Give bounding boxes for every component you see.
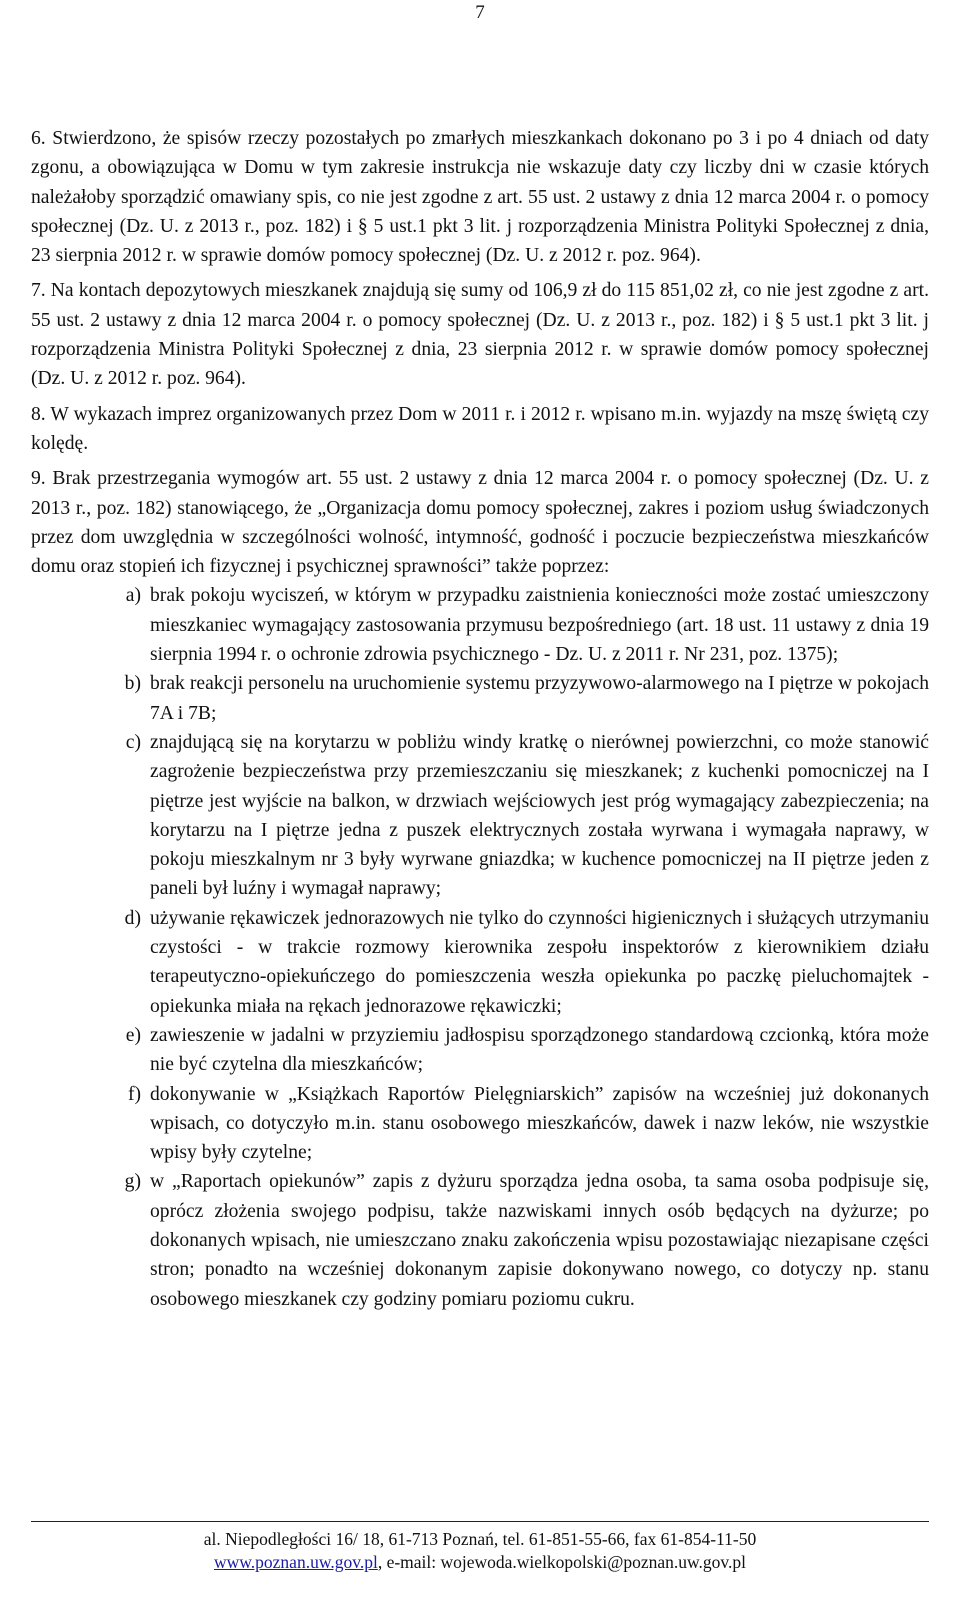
page-number: 7	[475, 2, 485, 23]
footer-divider	[31, 1521, 929, 1522]
list-item	[31, 1021, 929, 1080]
list-item	[31, 1080, 929, 1168]
list-item-text: brak pokoju wyciszeń, w którym w przypadku zaistnienia konieczności może zostać umieszczony mieszkaniec wymagający zastosowania przymusu bezpośredniego (art. 18 ust. 11 ustawy z dnia 19 sierpnia 1994 r. o ochronie zdrowia psychicznego - Dz. U. z 2011 r. Nr 231, poz. 1375);	[150, 585, 929, 666]
footer	[0, 1528, 960, 1574]
findings-list	[31, 581, 929, 1313]
list-item-text: w „Raportach opiekunów” zapis z dyżuru sporządza jedna osoba, ta sama osoba podpisuje się, oprócz złożenia swojego podpisu, także nazwiskami innych osób będących na dyżurze; po dokonanych wpisach, nie umieszczano znaku zakończenia wpisu pozostawiając niezapisane części stron; ponadto na wcześniej dokonanym zapisie dokonywano nowego, co dotyczy np. stanu osobowego mieszkanek czy godziny pomiaru poziomu cukru.	[150, 1171, 929, 1310]
list-item	[31, 669, 929, 728]
list-item-text: znajdującą się na korytarzu w pobliżu windy kratkę o nierównej powierzchni, co może stanowić zagrożenie bezpieczeństwa przy przemieszczaniu się mieszkanek; z kuchenki pomocniczej na I piętrze jest wyjście na balkon, w drzwiach wejściowych jest próg wymagający zabezpieczenia; na korytarzu na I piętrze jedna z puszek elektrycznych została wyrwana i wymagała naprawy, w pokoju mieszkalnym nr 3 były wyrwane gniazdka; w kuchence pomocniczej na II piętrze jeden z paneli był luźny i wymagał naprawy;	[150, 731, 929, 900]
list-item-text: brak reakcji personelu na uruchomienie systemu przyzywowo-alarmowego na I piętrze w pokojach 7A i 7B;	[150, 673, 929, 724]
list-item	[31, 904, 929, 1021]
list-item-marker: d)	[124, 907, 141, 929]
list-item	[31, 728, 929, 904]
list-item	[31, 581, 929, 669]
email-address: wojewoda.wielkopolski@poznan.uw.gov.pl	[440, 1552, 746, 1572]
list-item-marker: f)	[127, 1083, 141, 1105]
list-item-text: dokonywanie w „Książkach Raportów Pielęgniarskich” zapisów na wcześniej już dokonanych wpisach, co dotyczyło m.in. stanu osobowego mieszkańców, dawek i nazw leków, nie wszystkie wpisy były czytelne;	[150, 1083, 929, 1164]
paragraph-6: 6. Stwierdzono, że spisów rzeczy pozostałych po zmarłych mieszkankach dokonano po 3 i po 4 dniach od daty zgonu, a obowiązująca w Domu w tym zakresie instrukcja nie wskazuje daty czy liczby dni w czasie których należałoby sporządzić omawiany spis, co nie jest zgodne z art. 55 ust. 2 ustawy z dnia 12 marca 2004 r. o pomocy społecznej (Dz. U. z 2013 r., poz. 182) i § 5 ust.1 pkt 3 lit. j rozporządzenia Ministra Polityki Społecznej z dnia, 23 sierpnia 2012 r. w sprawie domów pomocy społecznej (Dz. U. z 2012 r. poz. 964).	[31, 128, 929, 267]
paragraph-9: 9. Brak przestrzegania wymogów art. 55 ust. 2 ustawy z dnia 12 marca 2004 r. o pomocy społecznej (Dz. U. z 2013 r., poz. 182) stanowiącego, że „Organizacja domu pomocy społecznej, zakres i poziom usług świadczonych przez dom uwzględnia w szczególności wolność, intymność, godność i poczucie bezpieczeństwa mieszkańców domu oraz stopień ich fizycznej i psychicznej sprawności” także poprzez:	[31, 468, 929, 578]
paragraph-7: 7. Na kontach depozytowych mieszkanek znajdują się sumy od 106,9 zł do 115 851,02 zł, co nie jest zgodne z art. 55 ust. 2 ustawy z dnia 12 marca 2004 r. o pomocy społecznej (Dz. U. z 2013 r., poz. 182) i § 5 ust.1 pkt 3 lit. j rozporządzenia Ministra Polityki Społecznej z dnia, 23 sierpnia 2012 r. w sprawie domów pomocy społecznej (Dz. U. z 2012 r. poz. 964).	[31, 280, 929, 390]
email-label: , e-mail:	[377, 1552, 441, 1572]
list-item	[31, 1167, 929, 1313]
list-item-text: zawieszenie w jadalni w przyziemiu jadłospisu sporządzonego standardową czcionką, która może nie być czytelna dla mieszkańców;	[150, 1024, 929, 1076]
list-item-marker: c)	[125, 731, 141, 753]
paragraph-8: 8. W wykazach imprez organizowanych przez Dom w 2011 r. i 2012 r. wpisano m.in. wyjazdy na mszę świętą czy kolędę.	[31, 403, 929, 454]
list-item-marker: e)	[125, 1024, 141, 1046]
list-item-marker: g)	[124, 1171, 141, 1193]
list-item-marker: a)	[125, 585, 141, 607]
website-link[interactable]: www.poznan.uw.gov.pl	[214, 1552, 378, 1572]
footer-address: al. Niepodległości 16/ 18, 61-713 Poznań, tel. 61-851-55-66, fax 61-854-11-50	[203, 1529, 757, 1549]
list-item-marker: b)	[124, 673, 141, 695]
list-item-text: używanie rękawiczek jednorazowych nie tylko do czynności higienicznych i służących utrzymaniu czystości - w trakcie rozmowy kierownika zespołu inspektorów z kierownikiem działu terapeutyczno-opiekuńczego do pomieszczenia weszła opiekunka po paczkę pieluchomajtek - opiekunka miała na rękach jednorazowe rękawiczki;	[150, 907, 929, 1017]
document-body	[31, 124, 929, 1314]
footer-contact	[0, 1551, 960, 1574]
